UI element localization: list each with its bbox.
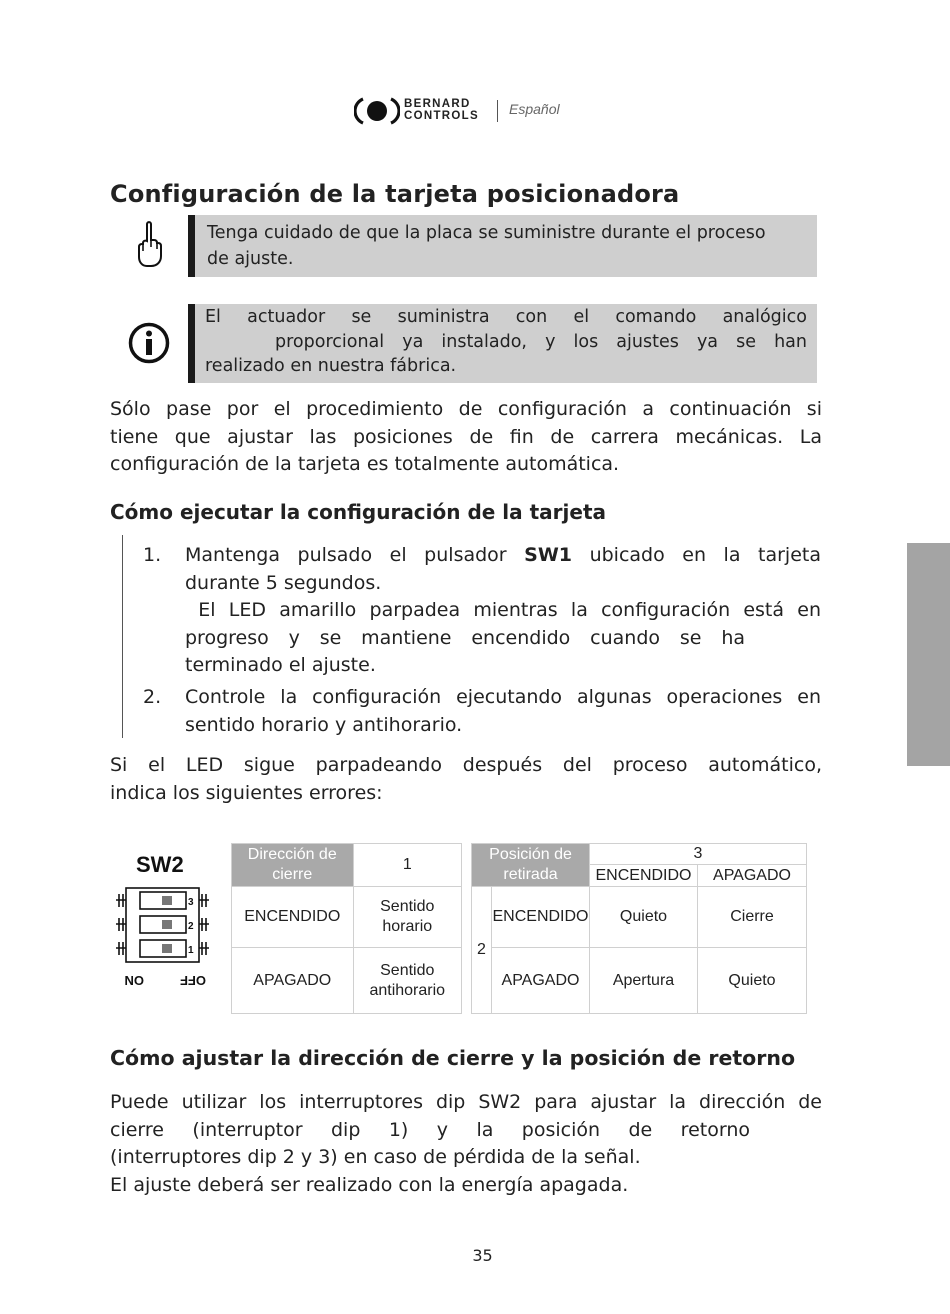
adjust-line-1: Puede utilizar los interruptores dip SW2 para ajustar la dirección de [110, 1091, 822, 1113]
step-number: 2. [143, 686, 162, 708]
errors-paragraph [110, 752, 822, 807]
info-line-1: El actuador se suministra con el comando analógico [205, 307, 807, 327]
brand-line-2: CONTROLS [404, 110, 479, 122]
on-label: ON [124, 973, 144, 988]
brand-line-1: BERNARD [404, 98, 471, 110]
table-header-cell: 3 [590, 844, 807, 865]
table-header-cell: Posición de retirada [472, 844, 590, 887]
bernard-controls-logo-icon [354, 96, 400, 126]
info-line-2: proporcional ya instalado, y los ajustes ya se han [275, 331, 807, 352]
step-1 [143, 542, 821, 680]
adjust-line-4: El ajuste deberá ser realizado con la energía apagada. [110, 1173, 629, 1196]
step-1-line-1 [185, 542, 821, 570]
switch-number-2: 2 [188, 921, 194, 932]
step-1-line-3: El LED amarillo parpadea mientras la configuración está en [185, 599, 821, 621]
intro-line-1: Sólo pase por el procedimiento de configuración a continuación si [110, 398, 822, 420]
adjust-line-3: (interruptores dip 2 y 3) en caso de pérdida de la señal. [110, 1146, 641, 1168]
section-heading-run-config: Cómo ejecutar la configuración de la tarjeta [110, 500, 607, 524]
brand-name [404, 98, 479, 122]
errors-line-1: Si el LED sigue parpadeando después del proceso automático, [110, 754, 822, 776]
table-cell: Cierre [698, 887, 807, 948]
pointing-hand-icon [134, 220, 164, 268]
retreat-position-table [471, 843, 807, 1014]
side-tab-marker [907, 543, 950, 766]
intro-paragraph [110, 396, 822, 479]
caution-line-2: de ajuste. [207, 249, 294, 269]
closing-direction-table [231, 843, 462, 1014]
off-label: OFF [180, 973, 206, 988]
table-cell: ENCENDIDO [232, 887, 354, 948]
table-subheader-cell: ENCENDIDO [590, 865, 698, 887]
table-row [472, 948, 807, 1014]
table-header-cell: Dirección de cierre [232, 844, 354, 887]
step-2-line-2: sentido horario y antihorario. [185, 713, 463, 736]
caution-note [188, 215, 817, 277]
steps-vertical-rule [122, 535, 123, 738]
table-row [232, 887, 462, 948]
table-cell: APAGADO [492, 948, 590, 1014]
info-icon [128, 322, 170, 364]
adjust-line-2: cierre (interruptor dip 1) y la posición de retorno [110, 1118, 750, 1141]
step-2 [143, 684, 821, 739]
intro-line-2: tiene que ajustar las posiciones de fin de carrera mecánicas. La [110, 425, 822, 448]
sw1-label: SW1 [524, 544, 573, 566]
switch-number-3: 3 [188, 897, 194, 908]
page-title: Configuración de la tarjeta posicionadora [110, 180, 680, 208]
table-cell: Quieto [590, 887, 698, 948]
table-cell: Sentido antihorario [353, 948, 461, 1014]
step-1-text-pre: Mantenga pulsado el pulsador [185, 544, 525, 566]
page-number: 35 [472, 1246, 493, 1265]
step-1-line-2: durante 5 segundos. [185, 571, 382, 594]
step-1-line-5: terminado el ajuste. [185, 654, 376, 676]
intro-line-3: configuración de la tarjeta es totalmente automática. [110, 453, 620, 475]
table-row-group-cell: 2 [472, 887, 492, 1014]
table-subheader-cell: APAGADO [698, 865, 807, 887]
step-2-line-1: Controle la configuración ejecutando algunas operaciones en [185, 686, 821, 708]
caution-line-1: Tenga cuidado de que la placa se suministre durante el proceso [207, 223, 766, 243]
table-cell: Apertura [590, 948, 698, 1014]
errors-line-2: indica los siguientes errores: [110, 781, 383, 804]
step-1-text-post: ubicado en la tarjeta [572, 544, 821, 566]
table-cell: Sentido horario [353, 887, 461, 948]
adjust-paragraph [110, 1089, 822, 1199]
table-row [472, 887, 807, 948]
section-heading-adjust-direction: Cómo ajustar la dirección de cierre y la posición de retorno [110, 1046, 796, 1070]
table-row [232, 948, 462, 1014]
dip-switch-diagram [114, 880, 214, 990]
step-1-line-4: progreso y se mantiene encendido cuando se ha [185, 626, 745, 649]
table-header-cell: 1 [353, 844, 461, 887]
table-cell: APAGADO [232, 948, 354, 1014]
language-label: Español [509, 101, 560, 117]
step-number: 1. [143, 544, 162, 566]
info-line-3: realizado en nuestra fábrica. [205, 356, 457, 376]
switch-number-1: 1 [188, 945, 194, 956]
sw2-label: SW2 [136, 852, 184, 877]
table-cell: Quieto [698, 948, 807, 1014]
table-cell: ENCENDIDO [492, 887, 590, 948]
info-note [188, 304, 817, 383]
header-divider [497, 100, 498, 122]
